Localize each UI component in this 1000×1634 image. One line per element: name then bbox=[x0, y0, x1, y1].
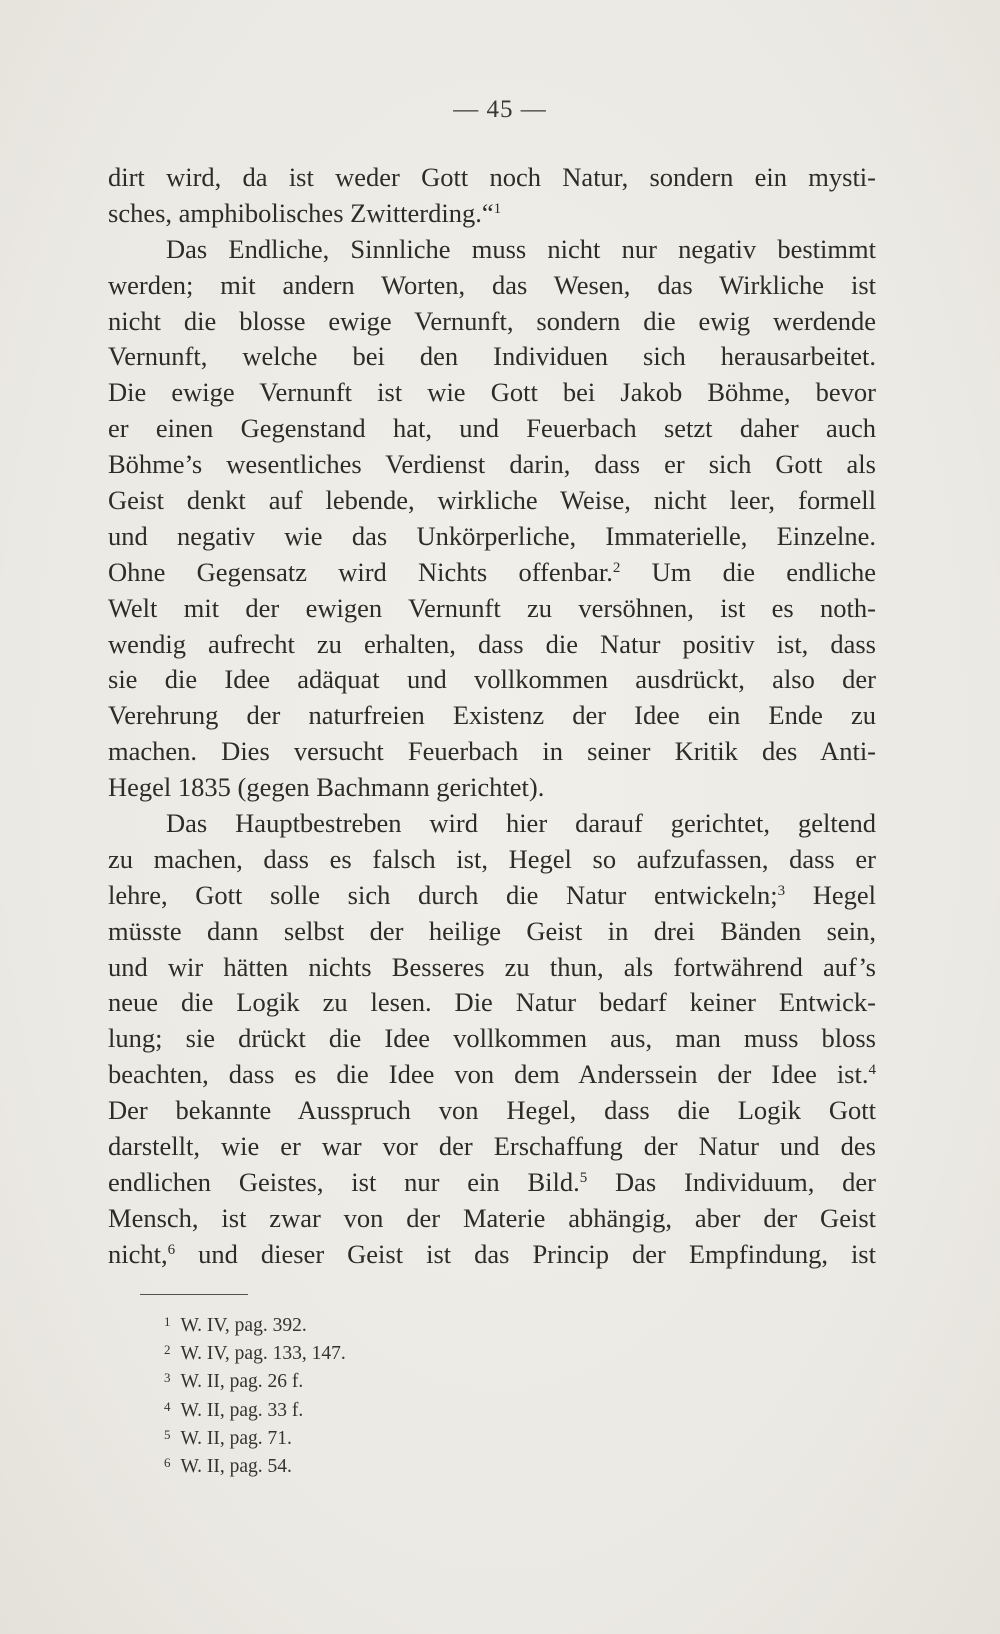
text-line bbox=[108, 483, 876, 519]
line-text: Verehrung der naturfreien Existenz der Idee ein Ende zu bbox=[108, 700, 876, 731]
footnote-reference: 3 bbox=[777, 882, 786, 899]
text-line bbox=[108, 232, 876, 268]
line-text: Die ewige Vernunft ist wie Gott bei Jakob Böhme, bevor bbox=[108, 377, 876, 408]
line-text-continued: Das Individuum, der bbox=[587, 1166, 876, 1197]
text-line bbox=[108, 985, 876, 1021]
footnote-text: W. II, pag. 71. bbox=[180, 1427, 292, 1449]
text-line bbox=[108, 914, 876, 950]
text-line bbox=[108, 1057, 876, 1093]
text-line bbox=[108, 339, 876, 375]
text-line bbox=[108, 770, 876, 806]
footnote-text: W. II, pag. 33 f. bbox=[180, 1399, 304, 1421]
footnote bbox=[164, 1421, 346, 1449]
line-text: darstellt, wie er war vor der Erschaffung der Natur und des bbox=[108, 1131, 876, 1162]
line-text: Mensch, ist zwar von der Materie abhängig, aber der Geist bbox=[108, 1202, 876, 1233]
footnote-reference: 5 bbox=[579, 1169, 588, 1186]
line-text: zu machen, dass es falsch ist, Hegel so aufzufassen, dass er bbox=[108, 843, 876, 874]
text-line bbox=[108, 662, 876, 698]
text-line bbox=[108, 1201, 876, 1237]
line-text: Der bekannte Ausspruch von Hegel, dass die Logik Gott bbox=[108, 1095, 876, 1126]
line-text: nicht, bbox=[108, 1238, 168, 1269]
footnote-mark: 5 bbox=[164, 1426, 171, 1442]
text-line bbox=[108, 1237, 876, 1273]
line-text: und negativ wie das Unkörperliche, Immaterielle, Einzelne. bbox=[108, 520, 876, 551]
footnote-mark: 6 bbox=[164, 1454, 171, 1470]
footnote-text: W. IV, pag. 133, 147. bbox=[180, 1343, 346, 1365]
line-text-continued: und dieser Geist ist das Princip der Empfindung, ist bbox=[175, 1238, 876, 1269]
text-line bbox=[108, 160, 876, 196]
line-text: dirt wird, da ist weder Gott noch Natur, sondern ein mysti- bbox=[108, 162, 876, 192]
text-line bbox=[108, 375, 876, 411]
footnote bbox=[164, 1449, 346, 1477]
footnote-mark: 1 bbox=[164, 1314, 171, 1329]
text-line bbox=[108, 878, 876, 914]
line-text: werden; mit andern Worten, das Wesen, das Wirkliche ist bbox=[108, 269, 876, 300]
line-text: lung; sie drückt die Idee vollkommen aus, man muss bloss bbox=[108, 1023, 876, 1054]
footnote-reference: 6 bbox=[167, 1241, 176, 1258]
line-text: Vernunft, welche bei den Individuen sich herausarbeitet. bbox=[108, 341, 876, 372]
line-text: endlichen Geistes, ist nur ein Bild. bbox=[108, 1166, 580, 1197]
text-line bbox=[108, 411, 876, 447]
line-text: Welt mit der ewigen Vernunft zu versöhnen, ist es noth- bbox=[108, 592, 876, 623]
text-line bbox=[108, 304, 876, 340]
line-text: Böhme’s wesentliches Verdienst darin, dass er sich Gott als bbox=[108, 449, 876, 480]
text-line bbox=[108, 1129, 876, 1165]
line-text: Das Endliche, Sinnliche muss nicht nur negativ bestimmt bbox=[166, 233, 876, 264]
text-line bbox=[108, 1165, 876, 1201]
footnote bbox=[164, 1308, 346, 1336]
text-line bbox=[108, 591, 876, 627]
text-line bbox=[108, 268, 876, 304]
footnote bbox=[164, 1393, 346, 1421]
line-text: machen. Dies versucht Feuerbach in seiner Kritik des Anti- bbox=[108, 736, 876, 767]
line-text: wendig aufrecht zu erhalten, dass die Natur positiv ist, dass bbox=[108, 628, 876, 659]
line-text: Hegel 1835 (gegen Bachmann gerichtet). bbox=[108, 772, 545, 803]
footnote-mark: 2 bbox=[164, 1342, 171, 1358]
footnote bbox=[164, 1364, 346, 1392]
line-text: neue die Logik zu lesen. Die Natur bedarf keiner Entwick- bbox=[108, 987, 876, 1018]
text-line bbox=[108, 196, 876, 232]
footnote-text: W. IV, pag. 392. bbox=[180, 1315, 307, 1336]
line-text: sches, amphibolisches Zwitterding.“ bbox=[108, 197, 494, 228]
text-line bbox=[108, 627, 876, 663]
text-line bbox=[108, 806, 876, 842]
line-text: müsste dann selbst der heilige Geist in drei Bänden sein, bbox=[108, 915, 876, 946]
text-line bbox=[108, 555, 876, 591]
text-line bbox=[108, 1021, 876, 1057]
line-text: Ohne Gegensatz wird Nichts offenbar. bbox=[108, 556, 613, 587]
footnote-text: W. II, pag. 26 f. bbox=[180, 1371, 304, 1393]
footnote-reference: 1 bbox=[493, 200, 502, 217]
footnotes bbox=[164, 1308, 346, 1477]
line-text: Das Hauptbestreben wird hier darauf gerichtet, geltend bbox=[166, 808, 876, 839]
footnote-reference: 4 bbox=[868, 1062, 876, 1079]
text-line bbox=[108, 519, 876, 555]
text-line bbox=[108, 698, 876, 734]
line-text: er einen Gegenstand hat, und Feuerbach setzt daher auch bbox=[108, 413, 876, 444]
footnote-mark: 3 bbox=[164, 1370, 171, 1386]
line-text: sie die Idee adäquat und vollkommen ausdrückt, also der bbox=[108, 664, 876, 695]
text-line bbox=[108, 734, 876, 770]
line-text: und wir hätten nichts Besseres zu thun, als fortwährend auf’s bbox=[108, 951, 876, 982]
footnote-separator bbox=[140, 1294, 248, 1295]
footnote-text: W. II, pag. 54. bbox=[180, 1455, 292, 1477]
line-text: Geist denkt auf lebende, wirkliche Weise, nicht leer, formell bbox=[108, 485, 876, 516]
page-number: — 45 — bbox=[453, 96, 547, 123]
text-line bbox=[108, 950, 876, 986]
line-text: lehre, Gott solle sich durch die Natur entwickeln; bbox=[108, 879, 778, 910]
footnote-mark: 4 bbox=[164, 1398, 171, 1414]
body-text bbox=[108, 160, 876, 1273]
line-text-continued: Um die endliche bbox=[620, 556, 876, 587]
line-text-continued: Hegel bbox=[785, 879, 876, 910]
text-line bbox=[108, 447, 876, 483]
footnote bbox=[164, 1336, 346, 1364]
text-line bbox=[108, 1093, 876, 1129]
line-text: nicht die blosse ewige Vernunft, sondern die ewig werdende bbox=[108, 305, 876, 336]
text-line bbox=[108, 842, 876, 878]
line-text: beachten, dass es die Idee von dem Anderssein der Idee ist. bbox=[108, 1059, 869, 1090]
footnote-reference: 2 bbox=[612, 559, 621, 576]
